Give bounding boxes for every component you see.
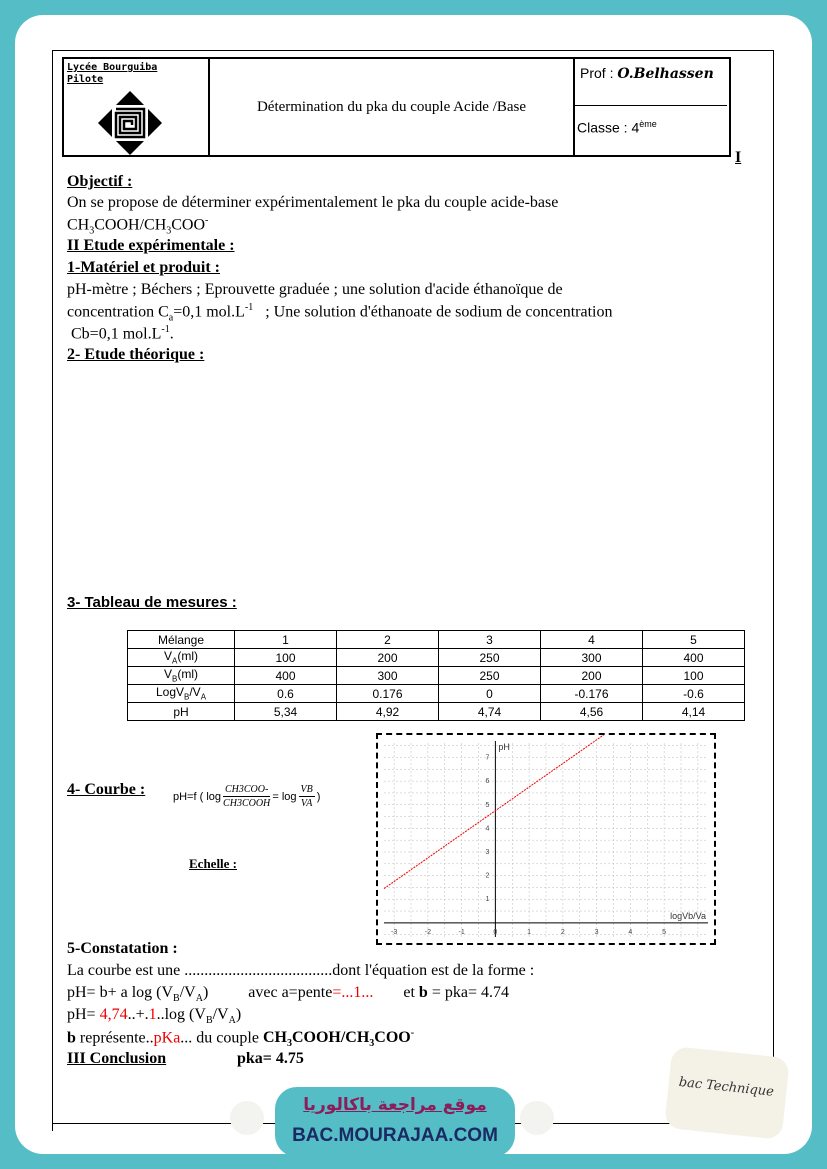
x-tick-label: -2 — [424, 928, 431, 936]
badge-right-icon — [520, 1101, 554, 1135]
formula-fraction1: CH3COO- CH3COOH — [223, 784, 271, 809]
table-cell: 5 — [643, 631, 745, 649]
x-tick-label: 1 — [527, 928, 532, 936]
table-cell: 250 — [439, 649, 541, 667]
table-cell: 200 — [337, 649, 439, 667]
ph-chart — [378, 735, 714, 943]
y-tick-label: 3 — [485, 848, 490, 856]
ph-line — [384, 735, 614, 889]
courbe-heading: 4- Courbe : — [67, 781, 146, 798]
y-tick-label: 1 — [485, 896, 490, 904]
table-cell: 4,92 — [337, 703, 439, 721]
x-tick-label: 5 — [662, 928, 667, 936]
constat-heading: 5-Constatation : — [67, 940, 178, 957]
table-cell: 4,74 — [439, 703, 541, 721]
table-cell: 200 — [541, 667, 643, 685]
school-logo-icon — [98, 91, 162, 155]
school-line2: Pilote — [67, 74, 104, 85]
classe-line — [577, 119, 657, 136]
tableau-heading: 3- Tableau de mesures : — [67, 594, 237, 611]
title-cell — [210, 59, 575, 155]
conclusion-heading: III Conclusion — [67, 1050, 167, 1067]
table-cell: 0.6 — [235, 685, 337, 703]
constat-line4: b représente..pKa... du couple $CH_3COOH/CH_3COO^-$ — [67, 1028, 415, 1050]
badge-left-icon — [230, 1101, 264, 1135]
stamp-badge — [664, 1046, 790, 1140]
table-cell: 4 — [541, 631, 643, 649]
theorique-heading: 2- Etude théorique : — [67, 346, 205, 363]
y-tick-label: 2 — [485, 872, 490, 880]
objectif-couple: $CH_3COOH/CH_3COO^-$ — [67, 215, 209, 237]
table-row — [128, 667, 745, 685]
classe-sup: ème — [639, 119, 657, 129]
table-cell: 0.176 — [337, 685, 439, 703]
table-cell: 0 — [439, 685, 541, 703]
materiel-line3: Cb=0,1 $mol.L^{-1}$. — [71, 324, 174, 343]
table-row — [128, 703, 745, 721]
formula-prefix: pH=f ( log — [173, 790, 221, 803]
formula-suffix: ) — [316, 790, 321, 803]
header-table — [62, 57, 731, 157]
watermark-arabic: موقع مراجعة باكالوريا — [303, 1095, 487, 1115]
table-cell: 300 — [541, 649, 643, 667]
table-cell: 4,56 — [541, 703, 643, 721]
objectif-heading: Objectif : — [67, 173, 133, 190]
x-tick-label: -1 — [458, 928, 465, 936]
document-title: Détermination du pka du couple Acide /Base — [256, 98, 527, 115]
table-cell: 250 — [439, 667, 541, 685]
x-tick-label: 2 — [560, 928, 565, 936]
y-tick-label: 5 — [485, 801, 490, 809]
table-cell: 400 — [643, 649, 745, 667]
objectif-text: On se propose de déterminer expérimentalement le pka du couple acide-base — [67, 194, 559, 211]
page — [15, 15, 812, 1154]
cell-divider — [575, 105, 727, 106]
classe-label: Classe : 4 — [577, 119, 640, 136]
table-cell: $V_B(ml)$ — [128, 667, 235, 685]
table-cell: -0.176 — [541, 685, 643, 703]
y-tick-label: 7 — [485, 754, 490, 762]
prof-line — [580, 65, 714, 82]
table-cell: 400 — [235, 667, 337, 685]
x-tick-label: 0 — [493, 928, 498, 936]
table-cell: pH — [128, 703, 235, 721]
constat-line1: La courbe est une .....................................dont l'équation est de la forme : — [67, 962, 535, 979]
formula-fraction2: VB VA — [300, 784, 313, 809]
section-number: I — [735, 149, 742, 166]
y-axis-label: pH — [498, 742, 510, 752]
stamp-text: bac Technique — [678, 1074, 775, 1100]
table-cell: -0.6 — [643, 685, 745, 703]
table-row — [128, 685, 745, 703]
table-row — [128, 649, 745, 667]
school-cell — [64, 59, 210, 155]
measures-table — [127, 630, 745, 721]
table-cell: 3 — [439, 631, 541, 649]
prof-label: Prof : — [580, 65, 614, 81]
school-line1: Lycée Bourguiba — [67, 62, 158, 73]
table-row — [128, 631, 745, 649]
constat-line3: pH= 4,74..+.1..log $(V_B/V_A)$ — [67, 1006, 242, 1027]
constat-line2: pH= b+ a $\log (V_B/V_A)$ avec a=pente=...1... et b = pka= 4.74 — [67, 984, 509, 1005]
y-tick-label: 6 — [485, 778, 490, 786]
materiel-line2: concentration $C_a=0,1$ $mol.L^{-1}$ ; Une solution d'éthanoate de sodium de concentration — [67, 302, 613, 324]
school-name — [67, 62, 157, 86]
table-cell: 2 — [337, 631, 439, 649]
table-cell: 1 — [235, 631, 337, 649]
table-cell: Mélange — [128, 631, 235, 649]
ph-plot — [376, 733, 716, 945]
table-cell: 100 — [643, 667, 745, 685]
watermark-site[interactable]: BAC.MOURAJAA.COM — [292, 1125, 498, 1146]
y-tick-label: 4 — [485, 825, 490, 833]
materiel-heading: 1-Matériel et produit : — [67, 259, 220, 276]
x-tick-label: 3 — [594, 928, 599, 936]
conclusion-value: pka= 4.75 — [237, 1050, 304, 1067]
courbe-formula — [173, 783, 320, 810]
table-cell: 100 — [235, 649, 337, 667]
table-cell: 5,34 — [235, 703, 337, 721]
echelle-label: Echelle : — [189, 856, 238, 871]
formula-eq: = log — [272, 790, 297, 803]
x-tick-label: -3 — [391, 928, 398, 936]
table-cell: $V_A(ml)$ — [128, 649, 235, 667]
x-axis-label: logVb/Va — [670, 910, 706, 921]
teacher-cell — [575, 59, 729, 155]
table-cell: $LogV_B/V_A$ — [128, 685, 235, 703]
x-tick-label: 4 — [628, 928, 633, 936]
prof-name: O.Belhassen — [617, 66, 714, 82]
watermark-banner[interactable] — [275, 1087, 515, 1154]
table-cell: 4,14 — [643, 703, 745, 721]
etude-heading: II Etude expérimentale : — [67, 237, 235, 254]
materiel-line1: pH-mètre ; Béchers ; Eprouvette graduée ; une solution d'acide éthanoïque de — [67, 281, 563, 298]
table-cell: 300 — [337, 667, 439, 685]
